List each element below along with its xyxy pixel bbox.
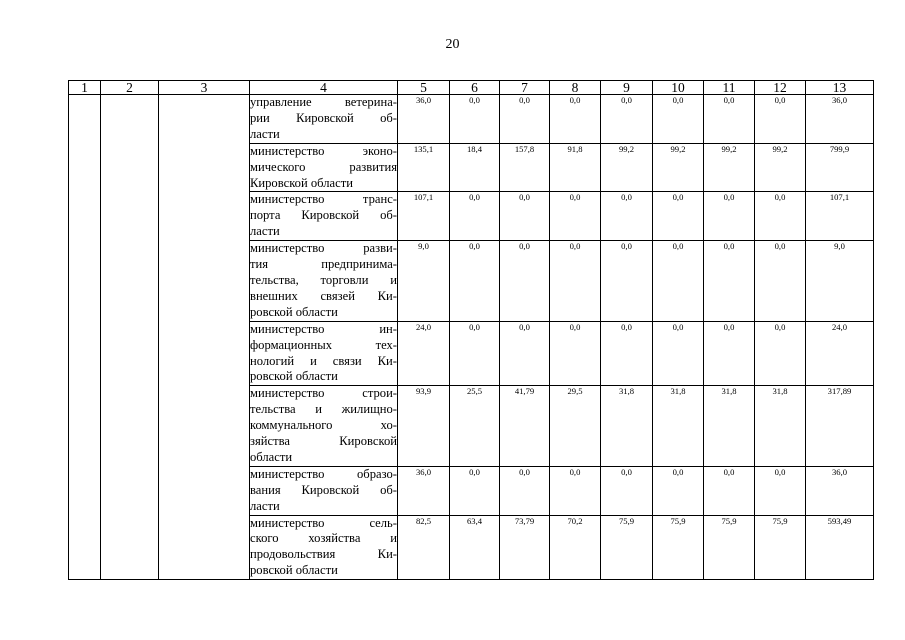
value-cell-col-9: 75,9 — [601, 515, 653, 580]
value-cell-col-11: 0,0 — [704, 241, 755, 322]
value-cell-col-12: 99,2 — [755, 143, 806, 192]
column-header-13: 13 — [806, 81, 874, 95]
value-cell-col-12: 0,0 — [755, 95, 806, 144]
empty-cell-col-1 — [69, 95, 101, 580]
organization-line: внешних связей Ки- — [250, 288, 397, 303]
value-cell-col-9: 0,0 — [601, 192, 653, 241]
value-cell-col-11: 31,8 — [704, 386, 755, 467]
organization-line: формационных тех- — [250, 337, 397, 352]
value-cell-col-12: 0,0 — [755, 466, 806, 515]
organization-cell — [250, 321, 398, 386]
value-cell-col-10: 0,0 — [653, 192, 704, 241]
value-cell-col-6: 0,0 — [450, 466, 500, 515]
organization-line: ласти — [250, 498, 280, 513]
value-cell-col-13: 9,0 — [806, 241, 874, 322]
value-cell-col-13: 107,1 — [806, 192, 874, 241]
value-cell-col-10: 31,8 — [653, 386, 704, 467]
value-cell-col-8: 91,8 — [550, 143, 601, 192]
value-cell-col-11: 99,2 — [704, 143, 755, 192]
organization-line: Кировской области — [250, 175, 353, 190]
organization-line: тельства, торговли и — [250, 272, 397, 287]
value-cell-col-10: 0,0 — [653, 321, 704, 386]
organization-line: министерство эконо- — [250, 143, 397, 158]
value-cell-col-7: 157,8 — [500, 143, 550, 192]
value-cell-col-11: 0,0 — [704, 466, 755, 515]
organization-cell — [250, 192, 398, 241]
column-header-2: 2 — [101, 81, 159, 95]
value-cell-col-8: 0,0 — [550, 466, 601, 515]
value-cell-col-9: 99,2 — [601, 143, 653, 192]
value-cell-col-5: 93,9 — [398, 386, 450, 467]
value-cell-col-5: 9,0 — [398, 241, 450, 322]
value-cell-col-7: 0,0 — [500, 95, 550, 144]
organization-cell — [250, 241, 398, 322]
column-header-6: 6 — [450, 81, 500, 95]
value-cell-col-6: 0,0 — [450, 241, 500, 322]
value-cell-col-6: 0,0 — [450, 95, 500, 144]
value-cell-col-6: 25,5 — [450, 386, 500, 467]
organization-line: министерство разви- — [250, 241, 397, 256]
value-cell-col-11: 0,0 — [704, 95, 755, 144]
value-cell-col-13: 36,0 — [806, 466, 874, 515]
value-cell-col-10: 0,0 — [653, 241, 704, 322]
column-header-1: 1 — [69, 81, 101, 95]
value-cell-col-6: 18,4 — [450, 143, 500, 192]
column-header-7: 7 — [500, 81, 550, 95]
organization-line: ласти — [250, 224, 280, 239]
value-cell-col-5: 36,0 — [398, 95, 450, 144]
value-cell-col-9: 0,0 — [601, 321, 653, 386]
value-cell-col-11: 75,9 — [704, 515, 755, 580]
empty-cell-col-2 — [101, 95, 159, 580]
column-header-10: 10 — [653, 81, 704, 95]
column-header-12: 12 — [755, 81, 806, 95]
organization-line: министерство транс- — [250, 192, 397, 207]
value-cell-col-9: 31,8 — [601, 386, 653, 467]
value-cell-col-10: 0,0 — [653, 95, 704, 144]
organization-line: ровской области — [250, 304, 338, 319]
value-cell-col-13: 799,9 — [806, 143, 874, 192]
value-cell-col-7: 0,0 — [500, 241, 550, 322]
value-cell-col-12: 0,0 — [755, 321, 806, 386]
value-cell-col-8: 0,0 — [550, 95, 601, 144]
organization-cell — [250, 515, 398, 580]
organization-line: министерство сель- — [250, 515, 397, 530]
column-header-11: 11 — [704, 81, 755, 95]
value-cell-col-13: 36,0 — [806, 95, 874, 144]
value-cell-col-5: 24,0 — [398, 321, 450, 386]
organization-line: тельства и жилищно- — [250, 402, 397, 417]
organization-line: министерство ин- — [250, 321, 397, 336]
organization-cell — [250, 466, 398, 515]
value-cell-col-9: 0,0 — [601, 241, 653, 322]
value-cell-col-13: 24,0 — [806, 321, 874, 386]
value-cell-col-6: 0,0 — [450, 192, 500, 241]
organization-line: вания Кировской об- — [250, 482, 397, 497]
value-cell-col-8: 0,0 — [550, 321, 601, 386]
value-cell-col-8: 70,2 — [550, 515, 601, 580]
organization-line: области — [250, 449, 293, 464]
value-cell-col-11: 0,0 — [704, 321, 755, 386]
organization-line: рии Кировской об- — [250, 110, 397, 125]
organization-line: зяйства Кировской — [250, 434, 397, 449]
column-header-9: 9 — [601, 81, 653, 95]
value-cell-col-8: 29,5 — [550, 386, 601, 467]
value-cell-col-7: 0,0 — [500, 192, 550, 241]
value-cell-col-11: 0,0 — [704, 192, 755, 241]
value-cell-col-10: 0,0 — [653, 466, 704, 515]
organization-line: ровской области — [250, 369, 338, 384]
value-cell-col-7: 0,0 — [500, 321, 550, 386]
column-header-4: 4 — [250, 81, 398, 95]
organization-line: министерство строи- — [250, 386, 397, 401]
value-cell-col-10: 99,2 — [653, 143, 704, 192]
organization-line: нологий и связи Ки- — [250, 353, 397, 368]
value-cell-col-7: 0,0 — [500, 466, 550, 515]
column-header-8: 8 — [550, 81, 601, 95]
organization-line: управление ветерина- — [250, 95, 397, 109]
organization-line: ровской области — [250, 563, 338, 578]
organization-cell — [250, 95, 398, 144]
budget-table — [68, 80, 874, 580]
value-cell-col-5: 135,1 — [398, 143, 450, 192]
value-cell-col-5: 36,0 — [398, 466, 450, 515]
organization-line: продовольствия Ки- — [250, 547, 397, 562]
column-number-header-row — [69, 81, 874, 95]
organization-line: ласти — [250, 126, 280, 141]
organization-line: порта Кировской об- — [250, 208, 397, 223]
organization-line: министерство образо- — [250, 466, 397, 481]
empty-cell-col-3 — [159, 95, 250, 580]
value-cell-col-12: 0,0 — [755, 241, 806, 322]
value-cell-col-7: 73,79 — [500, 515, 550, 580]
column-header-3: 3 — [159, 81, 250, 95]
value-cell-col-6: 0,0 — [450, 321, 500, 386]
value-cell-col-7: 41,79 — [500, 386, 550, 467]
value-cell-col-5: 107,1 — [398, 192, 450, 241]
value-cell-col-5: 82,5 — [398, 515, 450, 580]
value-cell-col-9: 0,0 — [601, 466, 653, 515]
organization-line: ского хозяйства и — [250, 531, 397, 546]
value-cell-col-8: 0,0 — [550, 241, 601, 322]
page-number: 20 — [445, 37, 460, 52]
organization-cell — [250, 386, 398, 467]
column-header-5: 5 — [398, 81, 450, 95]
table-row — [69, 95, 874, 144]
value-cell-col-9: 0,0 — [601, 95, 653, 144]
value-cell-col-12: 75,9 — [755, 515, 806, 580]
organization-line: мического развития — [250, 159, 397, 174]
value-cell-col-8: 0,0 — [550, 192, 601, 241]
organization-cell — [250, 143, 398, 192]
value-cell-col-13: 593,49 — [806, 515, 874, 580]
organization-line: коммунального хо- — [250, 418, 397, 433]
value-cell-col-10: 75,9 — [653, 515, 704, 580]
value-cell-col-13: 317,89 — [806, 386, 874, 467]
value-cell-col-12: 0,0 — [755, 192, 806, 241]
value-cell-col-12: 31,8 — [755, 386, 806, 467]
organization-line: тия предпринима- — [250, 257, 397, 272]
value-cell-col-6: 63,4 — [450, 515, 500, 580]
table-body — [69, 95, 874, 580]
